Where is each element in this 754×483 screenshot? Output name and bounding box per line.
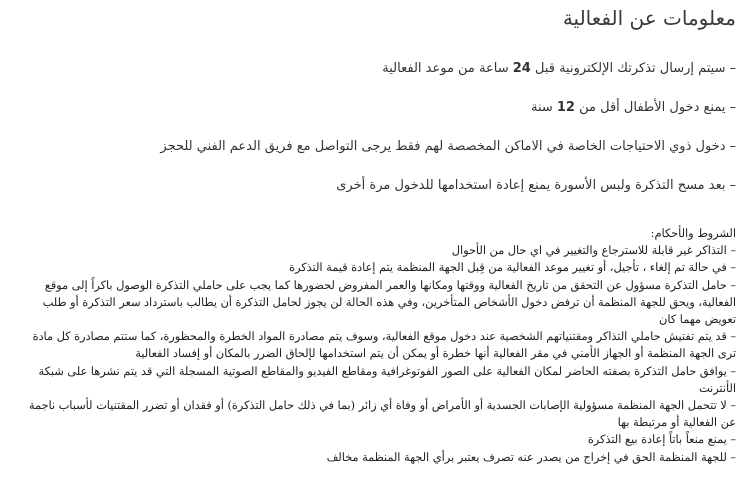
bullet-text: سيتم إرسال تذكرتك الإلكترونية قبل [530, 61, 726, 76]
terms-and-conditions [16, 225, 736, 466]
terms-heading: الشروط والأحكام: [650, 227, 736, 240]
terms-item: – لا تتحمل الجهة المنظمة مسؤولية الإصابات الجسدية أو الأمراض أو وفاة أي زائر (بما في ذلك حامل التذكرة) أو فقدان أو تضرر المقتنيات لأسباب ناجمة عن الفعالية أو مرتبطة بها [28, 399, 736, 430]
bullet-dash: – [729, 139, 736, 154]
bullet-dash: – [729, 61, 736, 76]
bullet-text: دخول ذوي الاحتياجات الخاصة في الاماكن المخصصة لهم فقط يرجى التواصل مع فريق الدعم الفني للحجز [160, 139, 726, 154]
terms-item: – التذاكر غير قابلة للاسترجاع والتغيير في اي حال من الأحوال [451, 244, 736, 258]
terms-item: – يمنع منعاً باتاً إعادة بيع التذكرة [587, 433, 736, 447]
event-info-panel [16, 0, 736, 466]
event-info-list [16, 60, 736, 195]
bullet-text: بعد مسح التذكرة ولبس الأسورة يمنع إعادة استخدامها للدخول مرة أخرى [336, 178, 726, 193]
bullet-text-end: ساعة من موعد الفعالية [382, 61, 513, 76]
bullet-number: 24 [512, 61, 531, 76]
terms-item: – حامل التذكرة مسؤول عن التحقق من تاريخ الفعالية ووقتها ومكانها والعمر المفروض لحضورها كما يجب على حاملي التذكرة الوصول باكراً إلى موقع الفعالية، ويحق للجهة المنظمة أن ترفض دخول الأشخاص المتأخرين، وفي هذه الحالة لن يجوز لحامل التذكرة أن يطالب باسترداد سعر التذكرة أو طلب تعويض مهما كان [42, 278, 736, 327]
bullet-text: يمنع دخول الأطفال أقل من [574, 100, 726, 115]
list-item [16, 177, 736, 195]
list-item [16, 138, 736, 156]
terms-item: – يوافق حامل التذكرة بصفته الحاضر لمكان الفعالية على الصور الفوتوغرافية ومقاطع الفيديو والمقاطع الصوتية المسجلة التي قد يتم نشرها على شبكة الأنترنت [38, 364, 736, 395]
list-item [16, 60, 736, 78]
bullet-dash: – [729, 178, 736, 193]
bullet-number: 12 [556, 100, 575, 115]
terms-item: – قد يتم تفتيش حاملي التذاكر ومقتنياتهم الشخصية عند دخول موقع الفعالية، وسوف يتم مصادرة المواد الخطرة والمحظورة، كما ستتم مصادرة كل مادة ترى الجهة المنظمة أو الجهاز الأمني في مقر الفعالية أنها خطرة أو يمكن أن يتم استخدامها لإلحاق الضرر بالمكان أو إفساد الفعالية [32, 330, 736, 361]
bullet-dash: – [729, 100, 736, 115]
section-title: معلومات عن الفعالية [562, 6, 736, 30]
bullet-text-end: سنة [530, 100, 557, 115]
terms-item: – في حالة تم إلغاء ، تأجيل، أو تغيير موعد الفعالية من قِبل الجهة المنظمة يتم إعادة قيمة التذكرة [289, 261, 736, 275]
list-item [16, 99, 736, 117]
terms-item: – للجهة المنظمة الحق في إخراج من يصدر عنه تصرف يعتبر برأي الجهة المنظمة مخالف [326, 450, 736, 464]
